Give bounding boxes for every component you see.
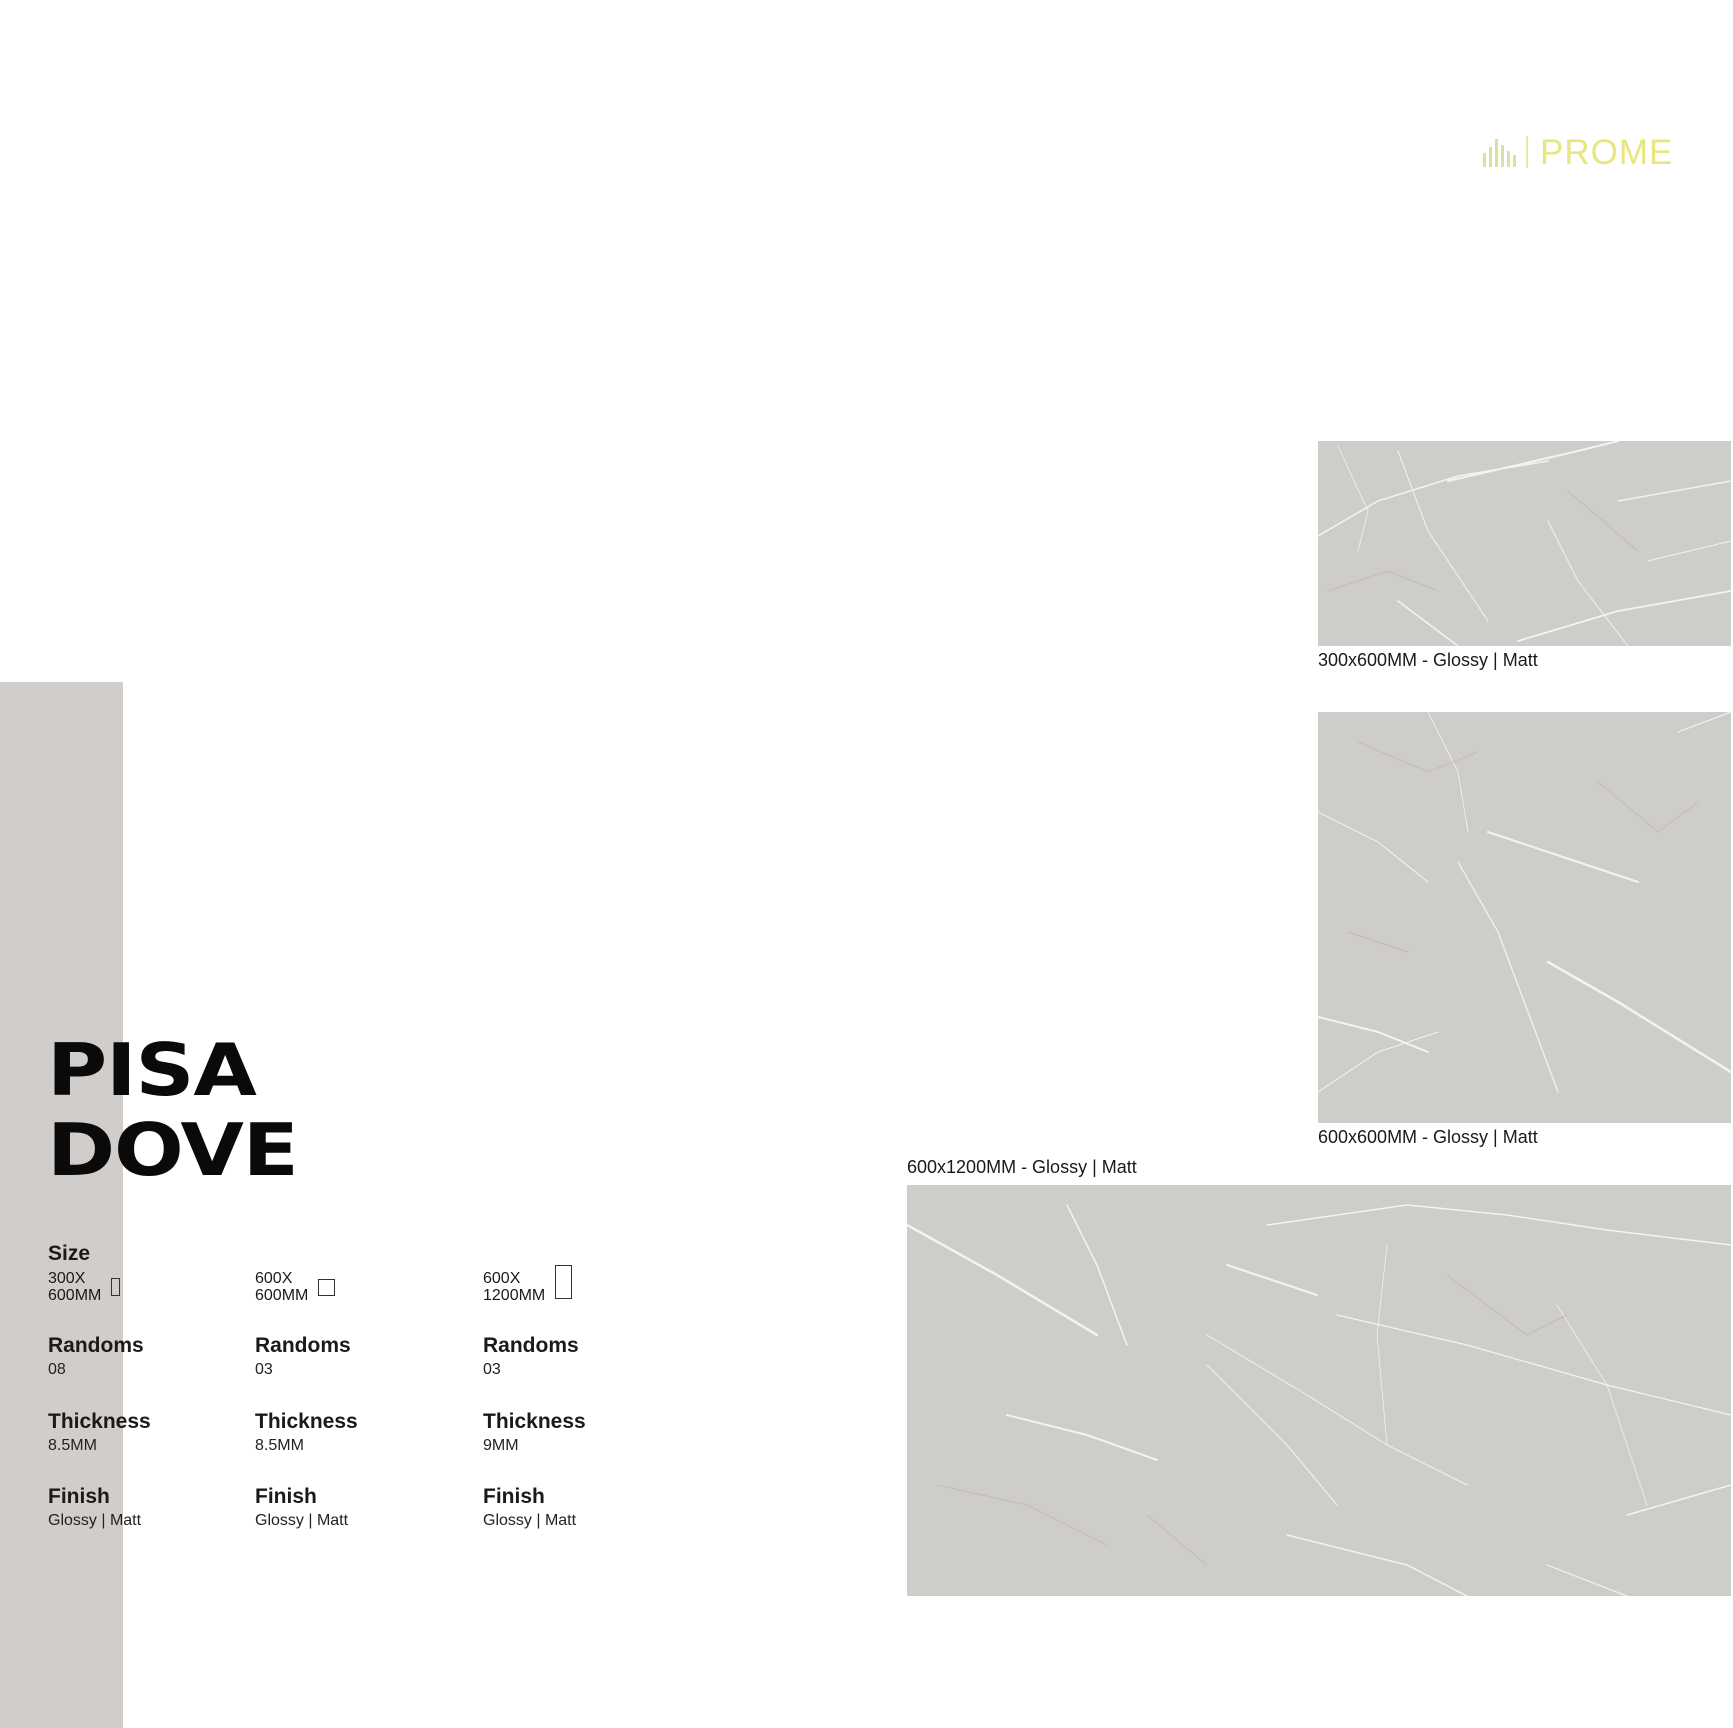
marble-texture	[907, 1185, 1731, 1596]
side-color-band	[0, 682, 123, 1728]
size-line2: 600MM	[255, 1287, 309, 1304]
size-group	[48, 1242, 120, 1304]
logo-divider	[1526, 136, 1528, 168]
size-line1: 600X	[483, 1270, 521, 1287]
finish-label: Finish	[48, 1485, 110, 1508]
thickness-group	[255, 1410, 358, 1455]
brand-logo	[1482, 134, 1673, 170]
tile-image-600x1200	[907, 1185, 1731, 1596]
marble-texture	[1318, 441, 1731, 646]
thickness-value: 8.5MM	[255, 1437, 304, 1454]
randoms-label: Randoms	[48, 1334, 144, 1357]
bars-logo-icon	[1482, 135, 1518, 169]
randoms-value: 08	[48, 1361, 66, 1378]
size-line1: 600X	[255, 1270, 293, 1287]
size-label	[255, 1242, 335, 1266]
thickness-value: 8.5MM	[48, 1437, 97, 1454]
size-group	[483, 1242, 572, 1304]
product-title-line1: PISA	[47, 1028, 256, 1112]
randoms-value: 03	[255, 1361, 273, 1378]
finish-value: Glossy | Matt	[483, 1512, 577, 1529]
randoms-label: Randoms	[255, 1334, 351, 1357]
size-label: Size	[48, 1242, 91, 1265]
thickness-label: Thickness	[48, 1410, 151, 1433]
thickness-group	[48, 1410, 151, 1455]
thickness-group	[483, 1410, 586, 1455]
tile-caption-600x1200: 600x1200MM - Glossy | Matt	[907, 1157, 1137, 1177]
thickness-label: Thickness	[483, 1410, 586, 1433]
finish-group	[483, 1485, 576, 1530]
tile-caption-300x600: 300x600MM - Glossy | Matt	[1318, 650, 1538, 670]
size-value	[255, 1270, 335, 1304]
finish-value: Glossy | Matt	[48, 1512, 142, 1529]
finish-label: Finish	[483, 1485, 545, 1508]
size-value	[48, 1270, 120, 1304]
tile-portrait-icon	[111, 1278, 120, 1296]
tile-caption-600x600: 600x600MM - Glossy | Matt	[1318, 1127, 1538, 1147]
finish-value: Glossy | Matt	[255, 1512, 349, 1529]
size-line2: 600MM	[48, 1287, 102, 1304]
size-line2: 1200MM	[483, 1287, 546, 1304]
tile-tall-icon	[555, 1265, 572, 1299]
thickness-label: Thickness	[255, 1410, 358, 1433]
size-text	[48, 1270, 101, 1304]
brand-name: PROME	[1540, 132, 1674, 172]
randoms-group	[483, 1334, 579, 1379]
size-value	[483, 1270, 572, 1304]
size-text	[483, 1270, 545, 1304]
finish-group	[255, 1485, 348, 1530]
tile-image-600x600	[1318, 712, 1731, 1123]
tile-square-icon	[318, 1279, 335, 1296]
finish-label: Finish	[255, 1485, 317, 1508]
size-text	[255, 1270, 308, 1304]
size-group	[255, 1242, 335, 1304]
finish-group	[48, 1485, 141, 1530]
randoms-value: 03	[483, 1361, 501, 1378]
product-title-line2: DOVE	[47, 1108, 298, 1192]
randoms-label: Randoms	[483, 1334, 579, 1357]
tile-image-300x600	[1318, 441, 1731, 646]
randoms-group	[48, 1334, 144, 1379]
thickness-value: 9MM	[483, 1437, 519, 1454]
product-title	[47, 1030, 298, 1190]
size-line1: 300X	[48, 1270, 86, 1287]
randoms-group	[255, 1334, 351, 1379]
size-label	[483, 1242, 572, 1266]
marble-texture	[1318, 712, 1731, 1123]
